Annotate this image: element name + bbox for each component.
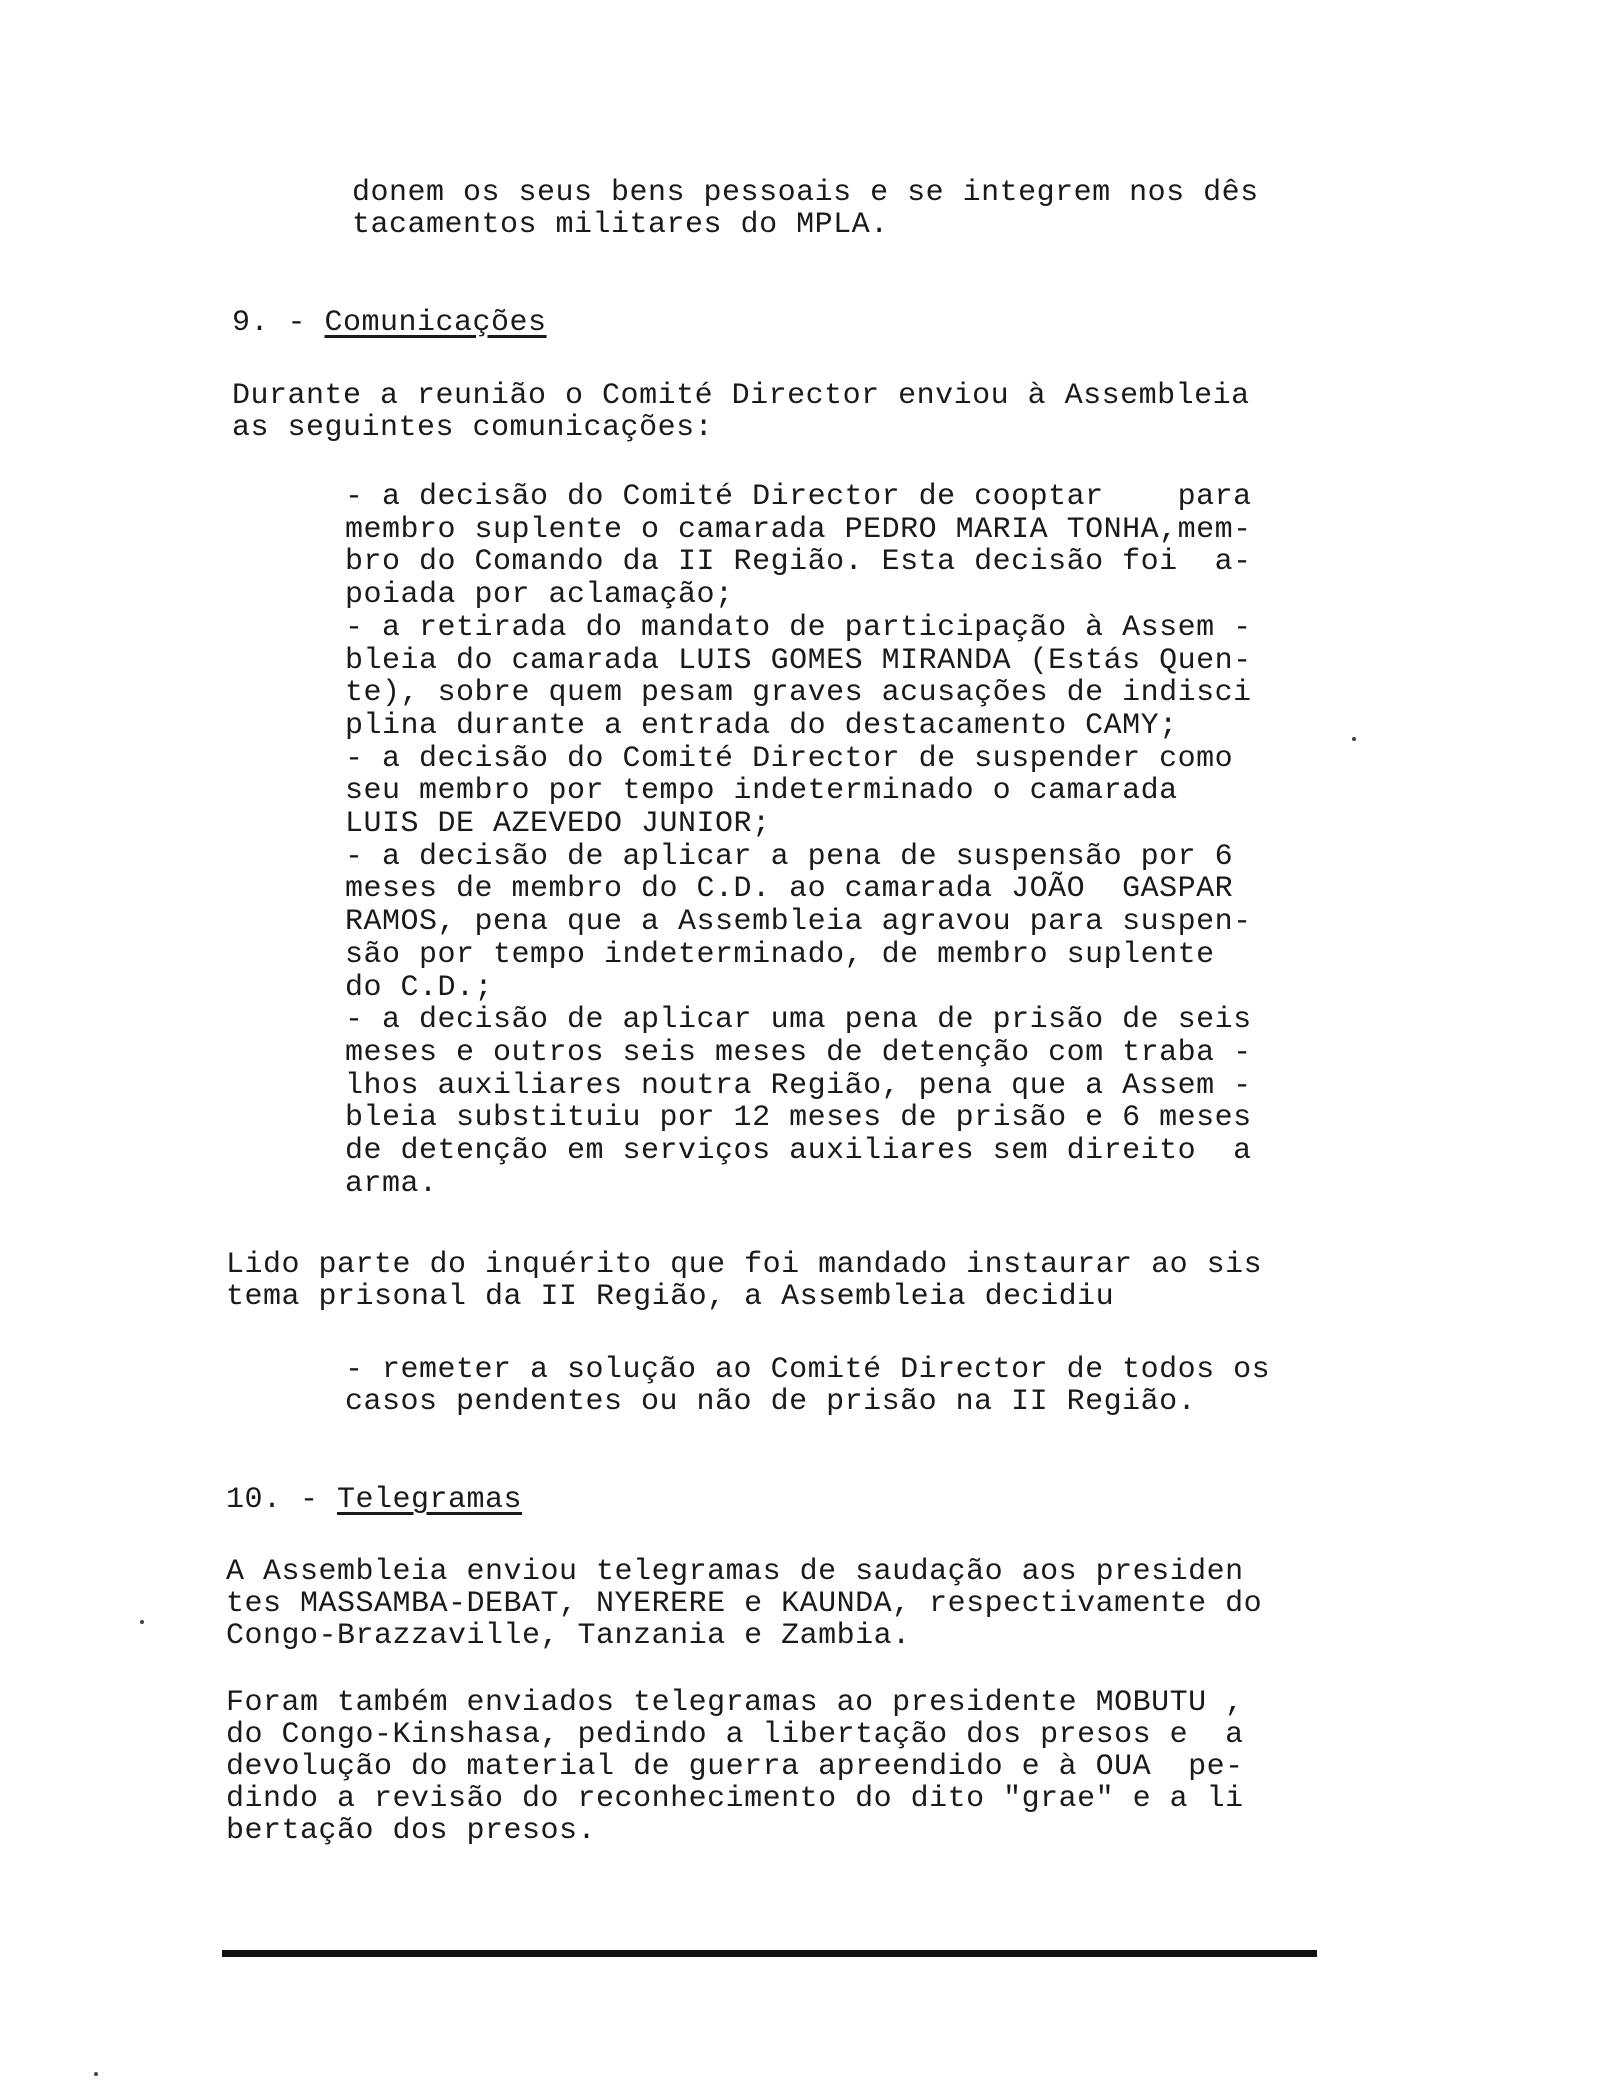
list-line: RAMOS, pena que a Assembleia agravou para suspen- [345, 905, 1252, 940]
text-line: Foram também enviados telegramas ao presidente MOBUTU , [226, 1686, 1244, 1720]
text-line: devolução do material de guerra apreendido e à OUA pe- [226, 1750, 1244, 1784]
list-line: membro suplente o camarada PEDRO MARIA TONHA,mem- [345, 512, 1252, 547]
text-line: tes MASSAMBA-DEBAT, NYERERE e KAUNDA, respectivamente do [226, 1587, 1263, 1621]
list-line: do C.D.; [345, 970, 494, 1005]
list-line: seu membro por tempo indeterminado o camarada [345, 774, 1178, 809]
list-line: são por tempo indeterminado, de membro suplente [345, 937, 1215, 972]
list-line: - a decisão do Comité Director de cooptar para [345, 480, 1252, 514]
section-title: Comunicações [324, 306, 547, 340]
telegrams-paragraph-2 [226, 1687, 1244, 1847]
list-line: - a retirada do mandato de participação à Assem - [345, 610, 1252, 645]
section-title: Telegramas [337, 1483, 523, 1517]
scan-speck [1352, 737, 1356, 741]
list-line: te), sobre quem pesam graves acusações de indisci [345, 676, 1252, 711]
inquiry-paragraph [226, 1249, 1262, 1313]
list-line: LUIS DE AZEVEDO JUNIOR; [345, 807, 771, 842]
list-line: meses de membro do C.D. ao camarada JOÃO GASPAR [345, 872, 1234, 907]
list-line: - a decisão de aplicar a pena de suspensão por 6 [345, 839, 1234, 874]
list-line: bleia substituiu por 12 meses de prisão e 6 meses [345, 1101, 1252, 1136]
text-line: tema prisonal da II Região, a Assembleia decidiu [226, 1280, 1115, 1314]
text-line: Durante a reunião o Comité Director enviou à Assembleia [232, 379, 1250, 413]
section-number: 10. - [226, 1483, 338, 1517]
section-9-heading [232, 307, 547, 339]
scan-speck [140, 1620, 144, 1624]
text-line: do Congo-Kinshasa, pedindo a libertação dos presos e a [226, 1718, 1244, 1752]
text-line: Lido parte do inquérito que foi mandado instaurar ao sis [226, 1248, 1263, 1282]
text-line: A Assembleia enviou telegramas de saudação aos presiden [226, 1555, 1244, 1589]
text-line: - remeter a solução ao Comité Director de todos os [345, 1353, 1271, 1387]
text-line: Congo-Brazzaville, Tanzania e Zambia. [226, 1619, 911, 1653]
text-line: bertação dos presos. [226, 1814, 597, 1848]
section-9-intro [232, 380, 1250, 444]
list-line: meses e outros seis meses de detenção com traba - [345, 1035, 1252, 1070]
list-line: bro do Comando da II Região. Esta decisão foi a- [345, 545, 1252, 580]
scan-speck [94, 2072, 98, 2076]
list-line: lhos auxiliares noutra Região, pena que a Assem - [345, 1068, 1252, 1103]
continuation-paragraph [352, 177, 1259, 241]
list-line: - a decisão do Comité Director de suspender como [345, 741, 1234, 776]
list-line: de detenção em serviços auxiliares sem direito a [345, 1134, 1252, 1169]
section-9-communications-list [345, 481, 1252, 1200]
end-rule [222, 1950, 1317, 1957]
text-line: casos pendentes ou não de prisão na II Região. [345, 1385, 1197, 1419]
text-line: as seguintes comunicações: [232, 411, 714, 445]
list-line: arma. [345, 1166, 438, 1201]
list-line: poiada por aclamação; [345, 578, 734, 613]
telegrams-paragraph-1 [226, 1556, 1262, 1652]
section-number: 9. - [232, 306, 325, 340]
list-line: - a decisão de aplicar uma pena de prisão de seis [345, 1003, 1252, 1038]
list-line: bleia do camarada LUIS GOMES MIRANDA (Estás Quen- [345, 643, 1252, 678]
text-line: tacamentos militares do MPLA. [352, 208, 889, 242]
assembly-decision [345, 1354, 1270, 1418]
section-10-heading [226, 1484, 522, 1516]
list-line: plina durante a entrada do destacamento CAMY; [345, 708, 1178, 743]
text-line: dindo a revisão do reconhecimento do dito "grae" e a li [226, 1782, 1244, 1816]
text-line: donem os seus bens pessoais e se integrem nos dês [352, 176, 1259, 210]
